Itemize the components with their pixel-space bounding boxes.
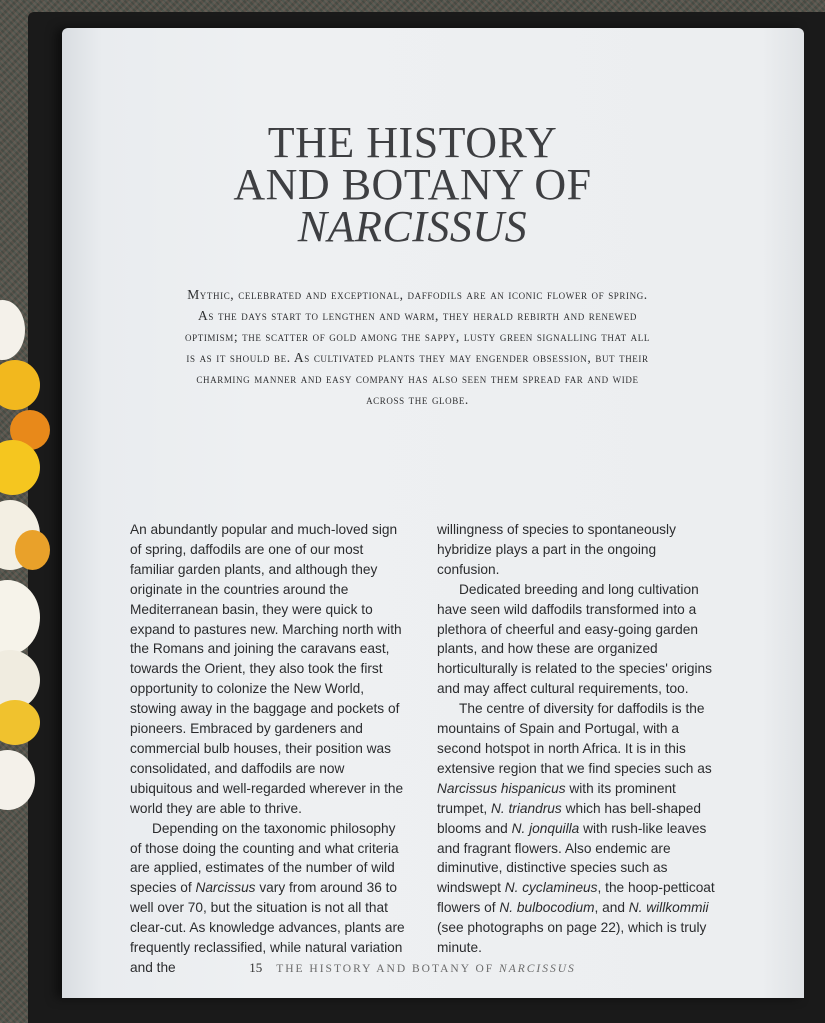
intro-paragraph: Mythic, celebrated and exceptional, daffodils are an iconic flower of spring. As the days start to lengthen and warm, they herald rebirth and renewed optimism; the scatter of gold among the sappy, lusty green signalling that all is as it should be. As cultivated plants they may engender obsession, but their charming manner and easy company has also seen them spread far and wide across the globe. [185,287,650,407]
left-paragraph-1: An abundantly popular and much-loved sign of spring, daffodils are one of our most familiar garden plants, and although they originate in the countries around the Mediterranean basin, they were quick to expand to pastures new. Marching north with the Romans and joining the caravans east, towards the Orient, they also took the first opportunity to colonize the New World, stowing away in the baggage and pockets of pioneers. Embraced by gardeners and commercial bulb houses, their position was consolidated, and daffodils are now ubiquitous and well-regarded wherever in the world they are able to thrive. [130,522,404,816]
title-line-2: AND BOTANY OF [233,160,592,209]
right-paragraph-1: willingness of species to spontaneously hybridize plays a part in the ongoing confusion. [437,522,676,577]
daffodil-flowers-image [0,300,60,860]
page-title [0,118,825,251]
page-number: 15 [249,960,263,975]
body-column-left [130,520,410,978]
title-line-3: NARCISSUS [297,202,528,251]
title-line-1: THE HISTORY [267,118,558,167]
body-column-right [437,520,717,958]
right-paragraph-3: The centre of diversity for daffodils is the mountains of Spain and Portugal, with a second hotspot in north Africa. It is in this extensive region that we find species such as Narcissus hispanicus with its prominent trumpet, N. triandrus which has bell-shaped blooms and N. jonquilla with rush-like leaves and fragrant flowers. Also endemic are diminutive, distinctive species such as windswept N. cyclamineus, the hoop-petticoat flowers of N. bulbocodium, and N. willkommii (see photographs on page 22), which is truly minute. [437,701,715,956]
page-footer [0,959,825,977]
running-head: THE HISTORY AND BOTANY OF NARCISSUS [276,963,576,975]
left-paragraph-2: Depending on the taxonomic philosophy of those doing the counting and what criteria are applied, estimates of the number of wild species of Narcissus vary from around 36 to well over 70, but the situation is not all that clear-cut. As knowledge advances, plants are frequently reclassified, while natural variation and the [130,820,405,975]
right-paragraph-2: Dedicated breeding and long cultivation have seen wild daffodils transformed into a plethora of cheerful and easy-going garden plants, and how these are organized horticulturally is related to the species' origins and may affect cultural requirements, too. [437,581,712,697]
